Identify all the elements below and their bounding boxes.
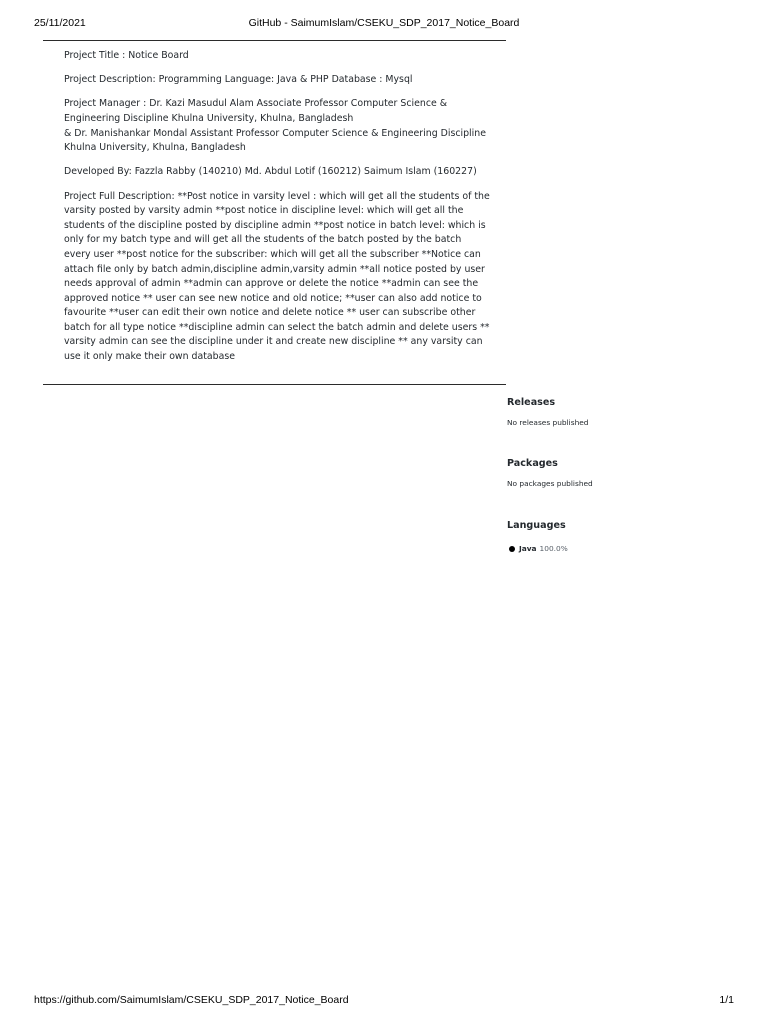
packages-empty-text: No packages published xyxy=(507,479,593,488)
print-header xyxy=(0,17,768,31)
language-percent: 100.0% xyxy=(539,544,568,553)
bottom-divider xyxy=(43,384,506,385)
language-color-dot-icon xyxy=(509,546,515,552)
packages-section xyxy=(507,457,737,489)
packages-heading[interactable]: Packages xyxy=(507,458,558,469)
languages-section xyxy=(507,519,737,554)
languages-heading: Languages xyxy=(507,520,566,531)
print-page-number: 1/1 xyxy=(719,994,734,1006)
print-url: https://github.com/SaimumIslam/CSEKU_SDP_2017_Notice_Board xyxy=(34,994,349,1006)
readme-content xyxy=(64,49,490,374)
readme-project-manager: Project Manager : Dr. Kazi Masudul Alam Associate Professor Computer Science & Engineering Discipline Khulna University, Khulna, Bangladesh xyxy=(64,98,448,124)
readme-project-title: Project Title : Notice Board xyxy=(64,50,189,61)
releases-empty-text: No releases published xyxy=(507,418,589,427)
language-name: Java xyxy=(519,544,537,553)
readme-developed-by: Developed By: Fazzla Rabby (140210) Md. Abdul Lotif (160212) Saimum Islam (160227) xyxy=(64,166,477,178)
language-item-java[interactable] xyxy=(507,543,737,554)
readme-full-description: Project Full Description: **Post notice in varsity level : which will get all the students of the varsity posted by varsity admin **post notice in discipline level: which will get all the students of the discipline posted by discipline admin **post notice in batch level: which is only for my batch type and will get all the students of the batch posted by the batch every user **post notice for the subscriber: which will get all the subscriber **Notice can attach file only by batch admin,discipline admin,varsity admin **all notice posted by user needs approval of admin **admin can approve or delete the notice **admin can see the approved notice ** user can see new notice and old notice; **user can also add notice to favourite **user can edit their own notice and delete notice ** user can subscribe other batch for all type notice **discipline admin can select the batch admin and delete users ** varsity admin can see the discipline under it and create new discipline ** any varsity can use it only make their own database xyxy=(64,190,490,363)
print-footer xyxy=(0,994,768,1008)
print-page-title: GitHub - SaimumIslam/CSEKU_SDP_2017_Notice_Board xyxy=(248,17,520,29)
readme-project-manager-2: & Dr. Manishankar Mondal Assistant Professor Computer Science & Engineering Discipline Khulna University, Khulna, Bangladesh xyxy=(64,127,486,154)
releases-heading[interactable]: Releases xyxy=(507,397,556,408)
readme-project-description: Project Description: Programming Language: Java & PHP Database : Mysql xyxy=(64,74,413,86)
releases-section xyxy=(507,396,737,428)
print-date: 25/11/2021 xyxy=(34,17,86,29)
top-divider xyxy=(43,40,506,41)
